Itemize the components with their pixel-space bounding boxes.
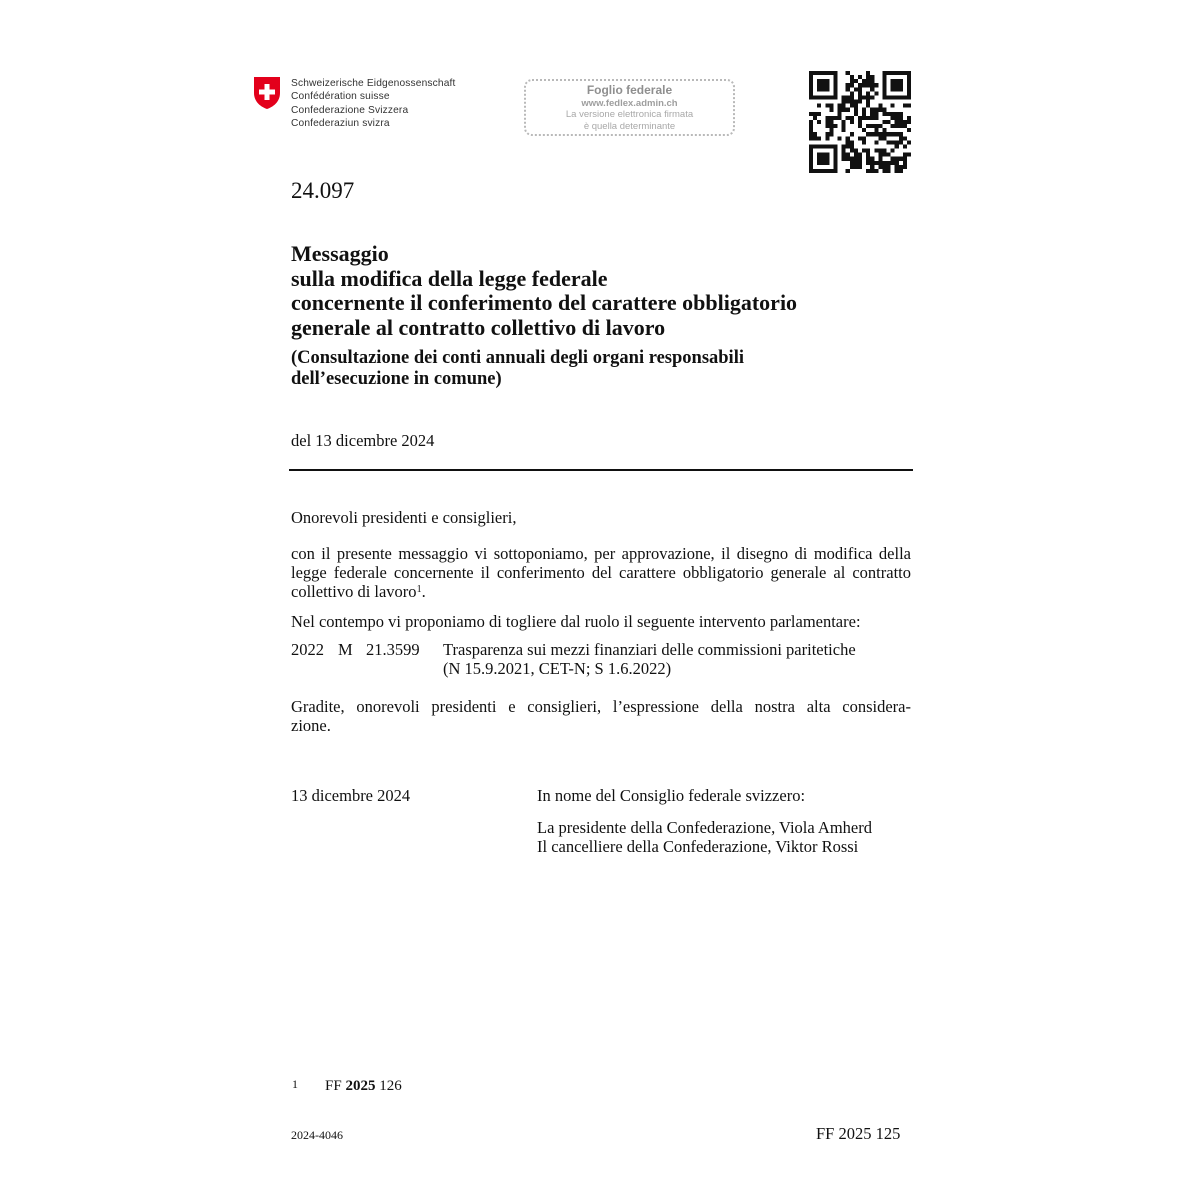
signatory-president: La presidente della Confederazione, Viola Amherd bbox=[537, 818, 872, 837]
paragraph-end: . bbox=[421, 582, 426, 601]
salutation: Onorevoli presidenti e consiglieri, bbox=[291, 508, 517, 527]
stamp-title: Foglio federale bbox=[586, 83, 673, 97]
signatories bbox=[537, 818, 872, 856]
footnote-mark: 1 bbox=[292, 1077, 298, 1091]
confederation-names bbox=[291, 77, 456, 131]
closing-line: Gradite, onorevoli presidenti e consiglieri, l’espressione della nostra alta considera- bbox=[291, 697, 911, 716]
closing-formula bbox=[291, 697, 911, 735]
document-title bbox=[291, 242, 931, 340]
qr-code-icon bbox=[809, 71, 911, 173]
confederation-name-it: Confederazione Svizzera bbox=[291, 104, 409, 116]
document-subtitle bbox=[291, 348, 931, 390]
federal-gazette-stamp bbox=[524, 79, 735, 136]
stamp-note-line1: La versione elettronica firmata bbox=[565, 109, 694, 120]
title-line: concernente il conferimento del carattere obbligatorio bbox=[291, 290, 798, 315]
footnote-year: 2025 bbox=[345, 1078, 376, 1094]
intervention-title: Trasparenza sui mezzi finanziari delle commissioni paritetiche bbox=[443, 640, 856, 659]
intervention-number: 21.3599 bbox=[366, 640, 420, 659]
signature-date: 13 dicembre 2024 bbox=[291, 786, 411, 805]
stamp-note-line2: è quella determinante bbox=[583, 120, 676, 132]
divider bbox=[289, 469, 913, 471]
document-code: 2024-4046 bbox=[291, 1128, 343, 1142]
subtitle-line: dell’esecuzione in comune) bbox=[291, 369, 502, 389]
confederation-name-de: Schweizerische Eidgenossenschaft bbox=[291, 78, 456, 89]
title-line: Messaggio bbox=[291, 241, 389, 266]
document-date: del 13 dicembre 2024 bbox=[291, 431, 435, 450]
page-reference: FF 2025 125 bbox=[816, 1124, 901, 1143]
footnote-text bbox=[325, 1078, 402, 1095]
confederation-name-fr: Confédération suisse bbox=[291, 91, 390, 103]
confederation-name-rm: Confederaziun svizra bbox=[291, 118, 390, 130]
document-number: 24.097 bbox=[291, 178, 355, 203]
signature-intro: In nome del Consiglio federale svizzero: bbox=[537, 786, 806, 805]
title-line: generale al contratto collettivo di lavoro bbox=[291, 314, 666, 340]
subtitle-line: (Consultazione dei conti annuali degli organi responsabili bbox=[291, 348, 744, 368]
footnote-ref[interactable]: 1 bbox=[416, 584, 422, 595]
footnote-prefix: FF bbox=[325, 1078, 346, 1094]
paragraph-approval-text: con il presente messaggio vi sottoponiamo, per approvazione, il disegno di modifica della legge federale concernente il conferimento del carattere obbligatorio generale al contratto collettivo di lavoro bbox=[291, 544, 911, 601]
paragraph-approval bbox=[291, 544, 911, 601]
intervention-description bbox=[443, 640, 913, 678]
intervention-type: M bbox=[338, 640, 353, 659]
signatory-chancellor: Il cancelliere della Confederazione, Viktor Rossi bbox=[537, 837, 859, 856]
closing-line: zione. bbox=[291, 716, 331, 735]
intervention-year: 2022 bbox=[291, 640, 324, 659]
stamp-url: www.fedlex.admin.ch bbox=[581, 98, 678, 109]
paragraph-removal: Nel contempo vi proponiamo di togliere dal ruolo il seguente intervento parlamentare: bbox=[291, 612, 861, 631]
title-line: sulla modifica della legge federale bbox=[291, 265, 608, 291]
swiss-emblem-icon bbox=[253, 76, 281, 110]
footnote-page: 126 bbox=[375, 1078, 402, 1094]
intervention-details: (N 15.9.2021, CET-N; S 1.6.2022) bbox=[443, 659, 672, 678]
